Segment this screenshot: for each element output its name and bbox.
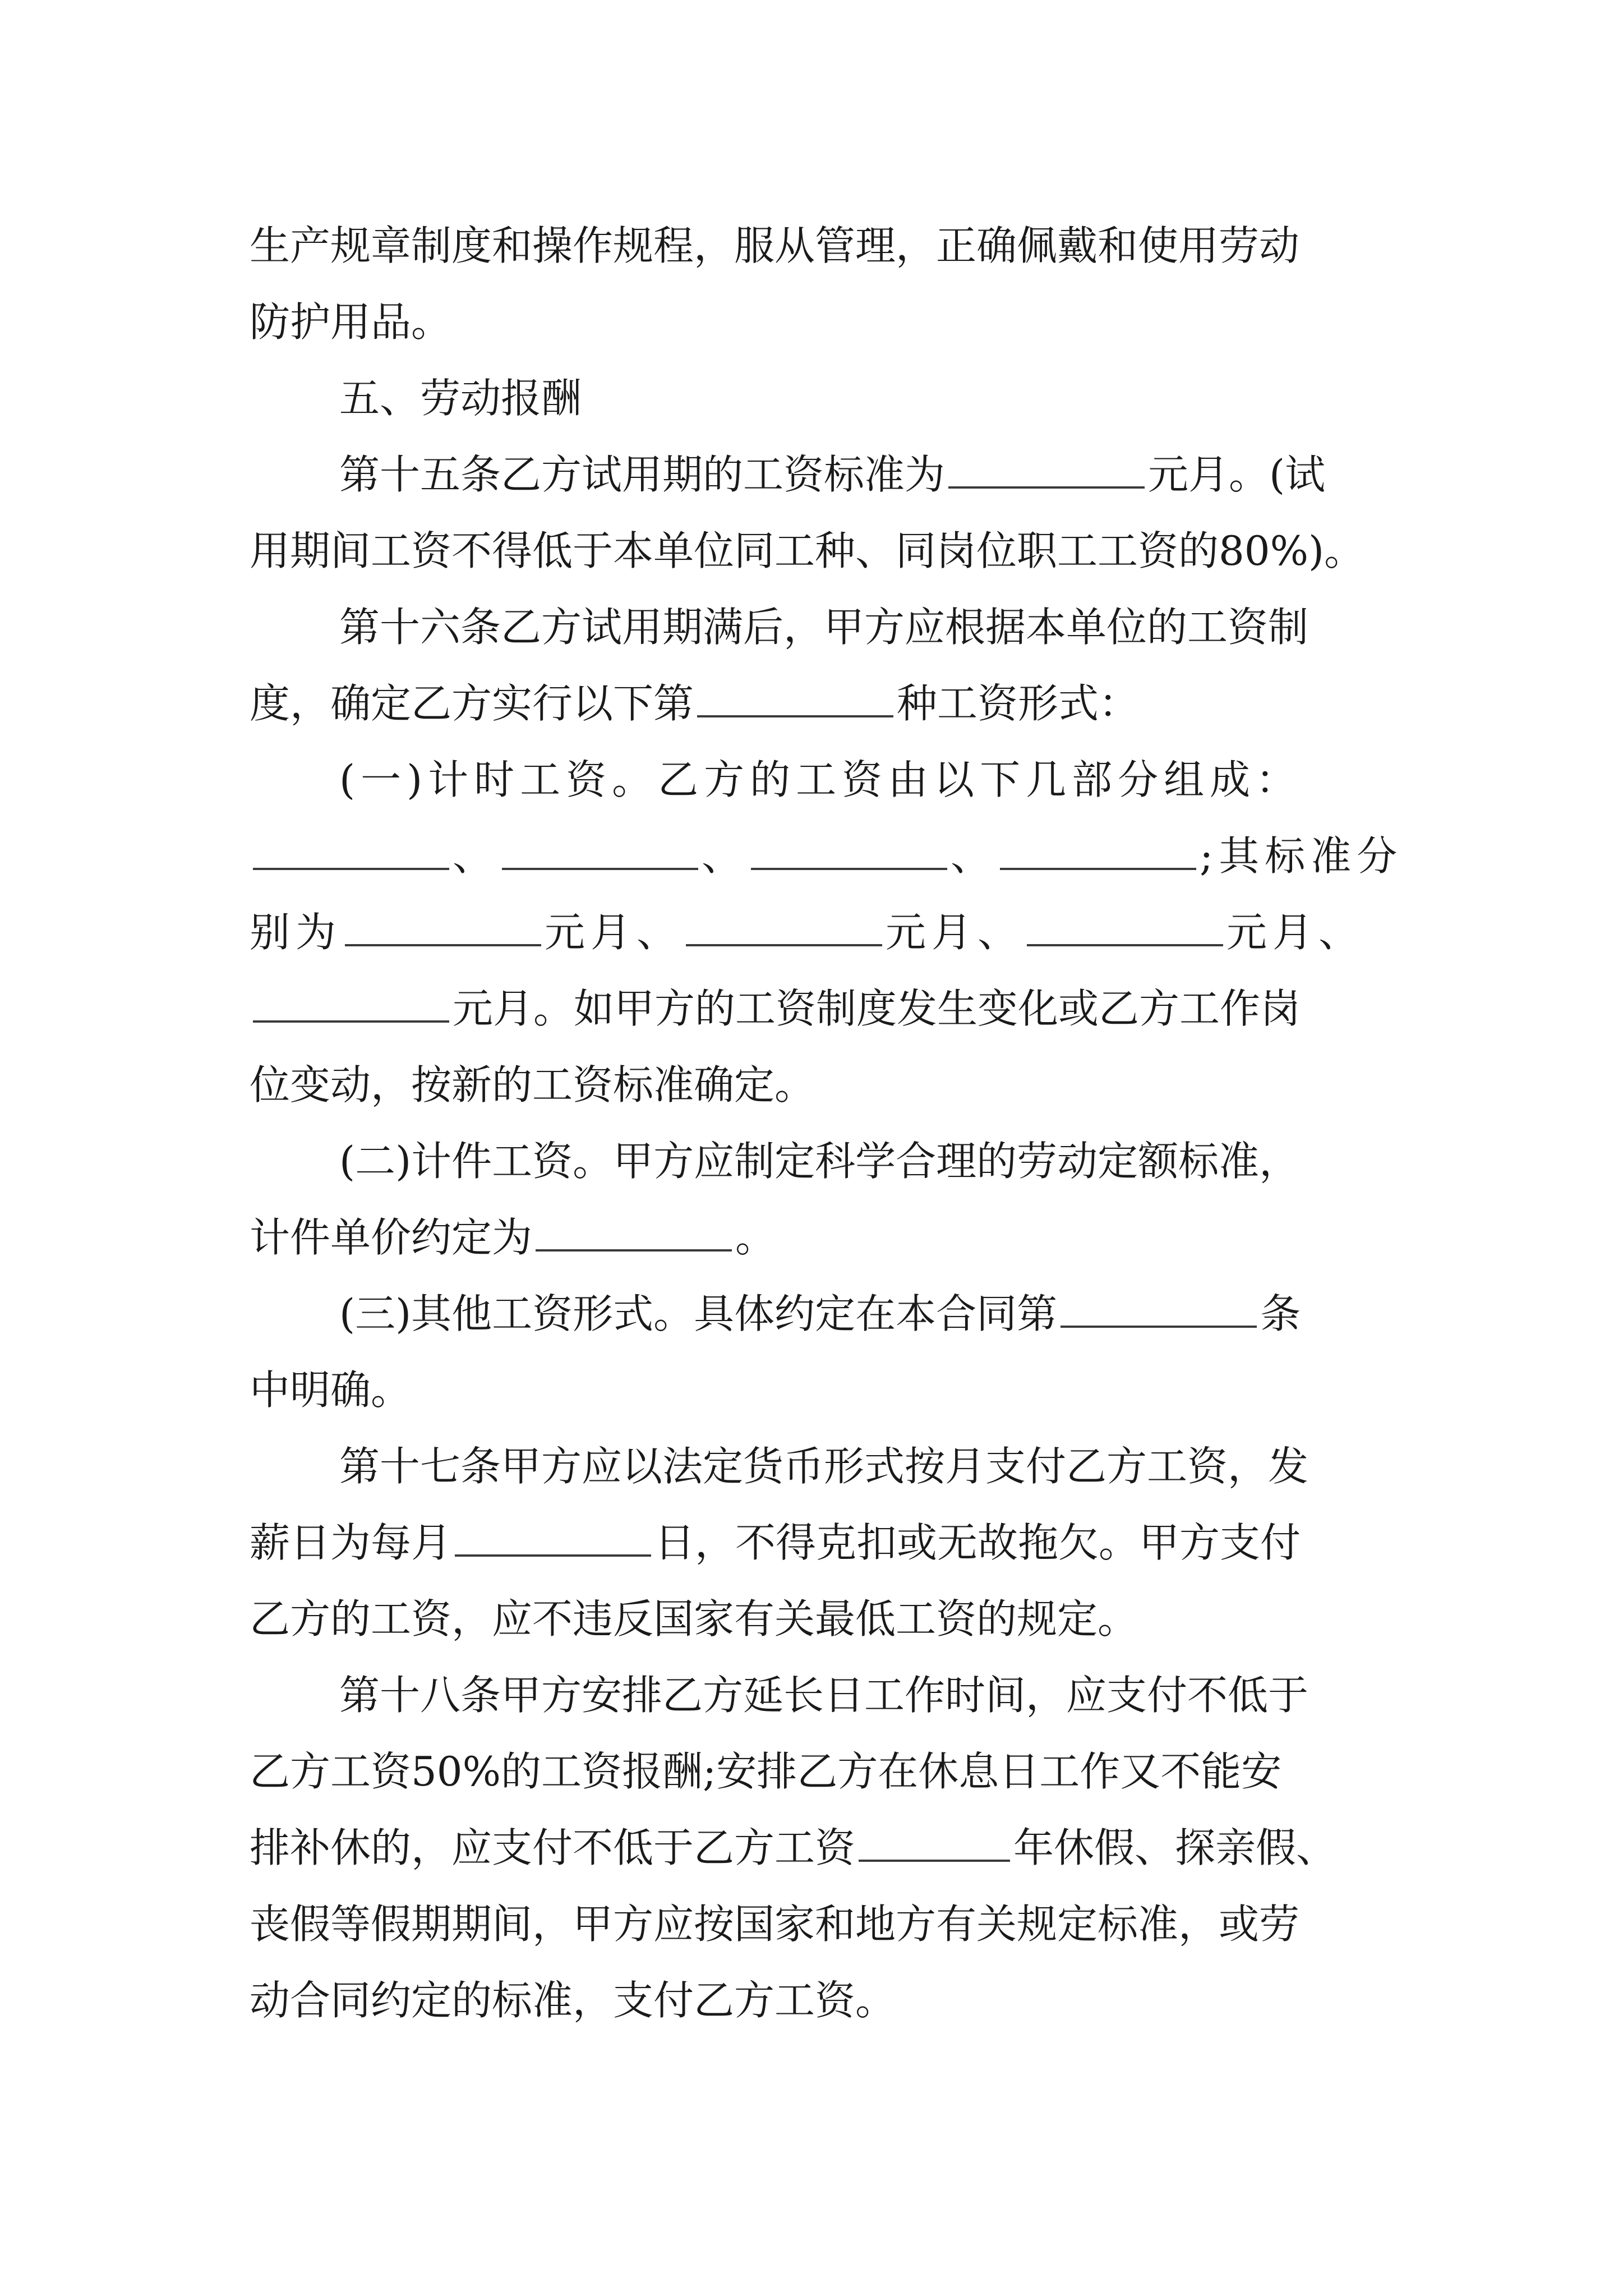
text-segment: 元月、	[886, 909, 1024, 956]
text-segment: 排补休的，应支付不低于乙方工资	[250, 1824, 856, 1871]
text-line	[250, 208, 1382, 284]
fill-in-blank	[1061, 1326, 1257, 1328]
fill-in-blank	[859, 1860, 1010, 1862]
text-line	[250, 1428, 1382, 1504]
text-segment: 日，不得克扣或无故拖欠。甲方支付	[654, 1519, 1301, 1566]
text-segment: 动合同约定的标准，支付乙方工资。	[250, 1977, 896, 2024]
text-segment: (三)其他工资形式。具体约定在本合同第	[339, 1290, 1058, 1337]
text-line	[250, 1199, 1382, 1276]
text-segment: 丧假等假期期间，甲方应按国家和地方有关规定标准，或劳	[250, 1901, 1300, 1948]
fill-in-blank	[455, 1554, 651, 1557]
fill-in-blank	[1000, 868, 1196, 870]
text-line	[250, 1276, 1382, 1352]
text-segment: 薪日为每月	[250, 1519, 452, 1566]
text-line	[250, 1047, 1382, 1123]
text-segment: 。	[735, 1214, 776, 1261]
text-line	[250, 1810, 1382, 1886]
fill-in-blank	[697, 715, 893, 717]
text-line	[250, 1123, 1382, 1199]
text-line	[250, 1657, 1382, 1733]
text-segment: 中明确。	[250, 1366, 412, 1414]
text-segment: 元月、	[1227, 909, 1365, 956]
text-line	[250, 513, 1382, 589]
text-line	[250, 665, 1382, 742]
text-segment: 元月。(试	[1148, 451, 1326, 498]
fill-in-blank	[751, 868, 947, 870]
text-segment: 用期间工资不得低于本单位同工种、同岗位职工工资的80%)。	[250, 527, 1365, 574]
text-segment: 第十七条甲方应以法定货币形式按月支付乙方工资，发	[339, 1443, 1309, 1490]
text-segment: 度，确定乙方实行以下第	[250, 680, 694, 727]
text-segment: (一)计时工资。乙方的工资由以下几部分组成：	[339, 756, 1302, 803]
text-line	[250, 894, 1382, 970]
text-segment: 位变动，按新的工资标准确定。	[250, 1061, 815, 1108]
text-line	[250, 970, 1382, 1047]
text-segment: 乙方工资50%的工资报酬;安排乙方在休息日工作又不能安	[250, 1748, 1282, 1795]
fill-in-blank	[1027, 944, 1223, 946]
fill-in-blank	[345, 944, 541, 946]
text-line	[250, 1504, 1382, 1581]
text-segment: 第十五条乙方试用期的工资标准为	[339, 451, 946, 498]
fill-in-blank	[948, 486, 1145, 489]
text-segment: 第十六条乙方试用期满后，甲方应根据本单位的工资制	[339, 604, 1309, 651]
fill-in-blank	[253, 1020, 449, 1023]
text-segment: 生产规章制度和操作规程，服从管理，正确佩戴和使用劳动	[250, 222, 1300, 269]
document-body	[250, 208, 1403, 2039]
text-line	[250, 818, 1403, 894]
text-segment: 计件单价约定为	[250, 1214, 533, 1261]
text-line	[250, 436, 1382, 513]
text-segment: ;其标准分	[1200, 832, 1403, 880]
text-segment: 、	[453, 832, 499, 880]
text-segment: 第十八条甲方安排乙方延长日工作时间，应支付不低于	[339, 1672, 1309, 1719]
text-segment: (二)计件工资。甲方应制定科学合理的劳动定额标准，	[339, 1138, 1300, 1185]
text-segment: 元月。如甲方的工资制度发生变化或乙方工作岗	[453, 985, 1301, 1032]
text-segment: 条	[1260, 1290, 1301, 1337]
fill-in-blank	[686, 944, 882, 946]
text-segment: 年休假、探亲假、	[1013, 1824, 1337, 1871]
text-line	[250, 1733, 1382, 1810]
text-segment: 元月、	[545, 909, 683, 956]
fill-in-blank	[253, 868, 449, 870]
text-line	[250, 284, 1382, 360]
section-heading	[250, 360, 1382, 436]
fill-in-blank	[536, 1249, 732, 1251]
text-segment: 防护用品。	[250, 298, 452, 346]
text-line	[250, 1962, 1382, 2039]
text-line	[250, 1886, 1382, 1962]
text-line	[250, 742, 1382, 818]
fill-in-blank	[502, 868, 698, 870]
text-segment: 种工资形式：	[897, 680, 1140, 727]
text-line	[250, 589, 1382, 665]
text-line	[250, 1581, 1382, 1657]
text-segment: 别为	[250, 909, 342, 956]
text-segment: 、	[951, 832, 997, 880]
text-segment: 乙方的工资，应不违反国家有关最低工资的规定。	[250, 1595, 1138, 1642]
text-segment: 、	[702, 832, 748, 880]
section-heading-text: 五、劳动报酬	[339, 375, 582, 422]
text-line	[250, 1352, 1382, 1428]
